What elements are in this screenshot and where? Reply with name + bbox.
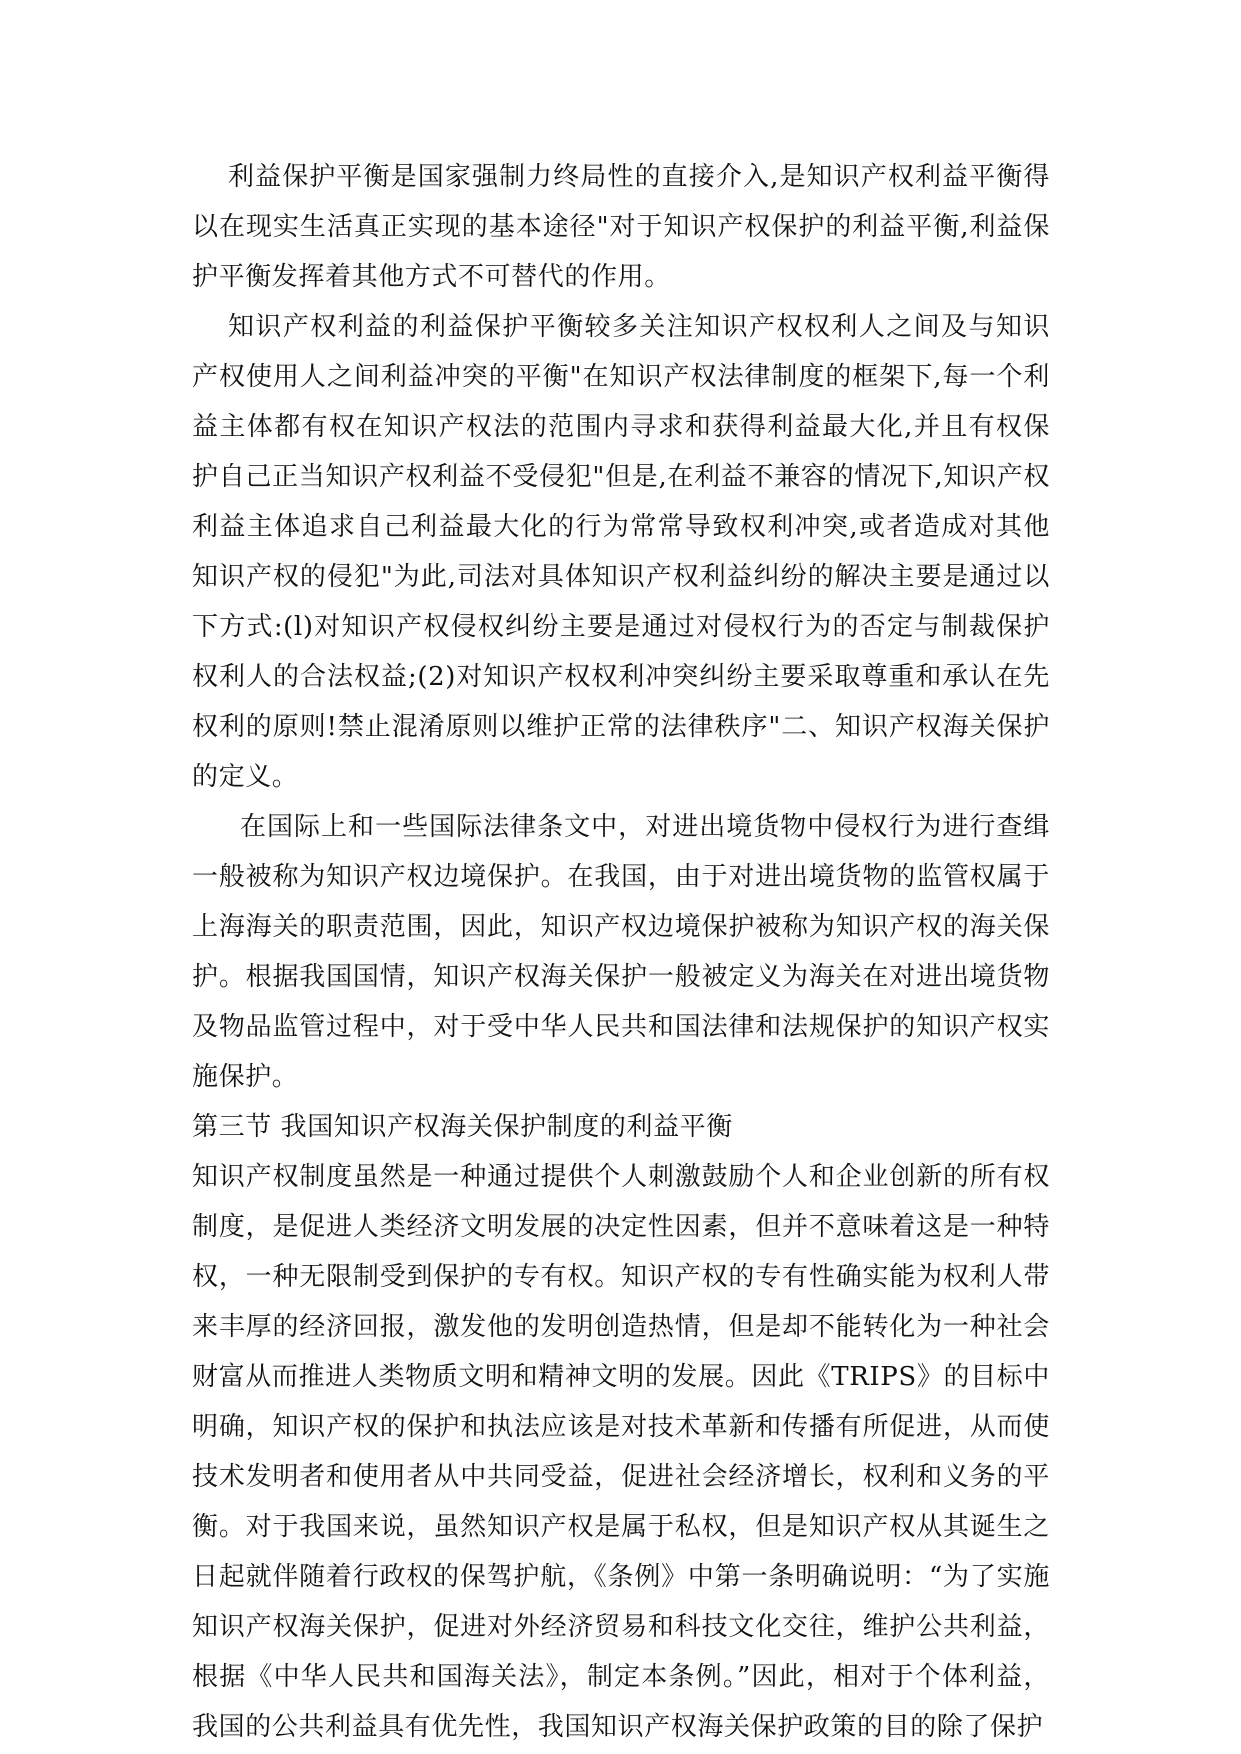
paragraph-interest-conflict-balance: 知识产权利益的利益保护平衡较多关注知识产权权利人之间及与知识产权使用人之间利益冲突的平衡"在知识产权法律制度的框架下,每一个利益主体都有权在知识产权法的范围内寻求和获得利益最大化,并且有权保护自己正当知识产权利益不受侵犯"但是,在利益不兼容的情况下,知识产权利益主体追求自己利益最大化的行为常常导致权利冲突,或者造成对其他知识产权的侵犯"为此,司法对具体知识产权利益纠纷的解决主要是通过以下方式:(l)对知识产权侵权纠纷主要是通过对侵权行为的否定与制裁保护权利人的合法权益;(2)对知识产权权利冲突纠纷主要采取尊重和承认在先权利的原则!禁止混淆原则以维护正常的法律秩序"二、知识产权海关保护的定义。: [192, 312, 1050, 792]
paragraph-customs-protection-definition: 在国际上和一些国际法律条文中，对进出境货物中侵权行为进行查缉一般被称为知识产权边境保护。在我国，由于对进出境货物的监管权属于上海海关的职责范围，因此，知识产权边境保护被称为知识产权的海关保护。根据我国国情，知识产权海关保护一般被定义为海关在对进出境货物及物品监管过程中，对于受中华人民共和国法律和法规保护的知识产权实施保护。: [192, 812, 1050, 1092]
paragraph-ip-system-balance: 知识产权制度虽然是一种通过提供个人刺激鼓励个人和企业创新的所有权制度，是促进人类经济文明发展的决定性因素，但并不意味着这是一种特权，一种无限制受到保护的专有权。知识产权的专有性确实能为权利人带来丰厚的经济回报，激发他的发明创造热情，但是却不能转化为一种社会财富从而推进人类物质文明和精神文明的发展。因此《TRIPS》的目标中明确，知识产权的保护和执法应该是对技术革新和传播有所促进，从而使技术发明者和使用者从中共同受益，促进社会经济增长，权利和义务的平衡。对于我国来说，虽然知识产权是属于私权，但是知识产权从其诞生之日起就伴随着行政权的保驾护航，《条例》中第一条明确说明：“为了实施知识产权海关保护，促进对外经济贸易和科技文化交往，维护公共利益，根据《中华人民共和国海关法》，制定本条例。”因此，相对于个体利益，我国的公共利益具有优先性，我国知识产权海关保护政策的目的除了保护: [192, 1162, 1050, 1742]
document-page: [192, 152, 1050, 1752]
section-heading: 第三节 我国知识产权海关保护制度的利益平衡: [192, 1112, 733, 1142]
paragraph-interest-protection-balance: 利益保护平衡是国家强制力终局性的直接介入,是知识产权利益平衡得以在现实生活真正实现的基本途径"对于知识产权保护的利益平衡,利益保护平衡发挥着其他方式不可替代的作用。: [192, 162, 1050, 292]
